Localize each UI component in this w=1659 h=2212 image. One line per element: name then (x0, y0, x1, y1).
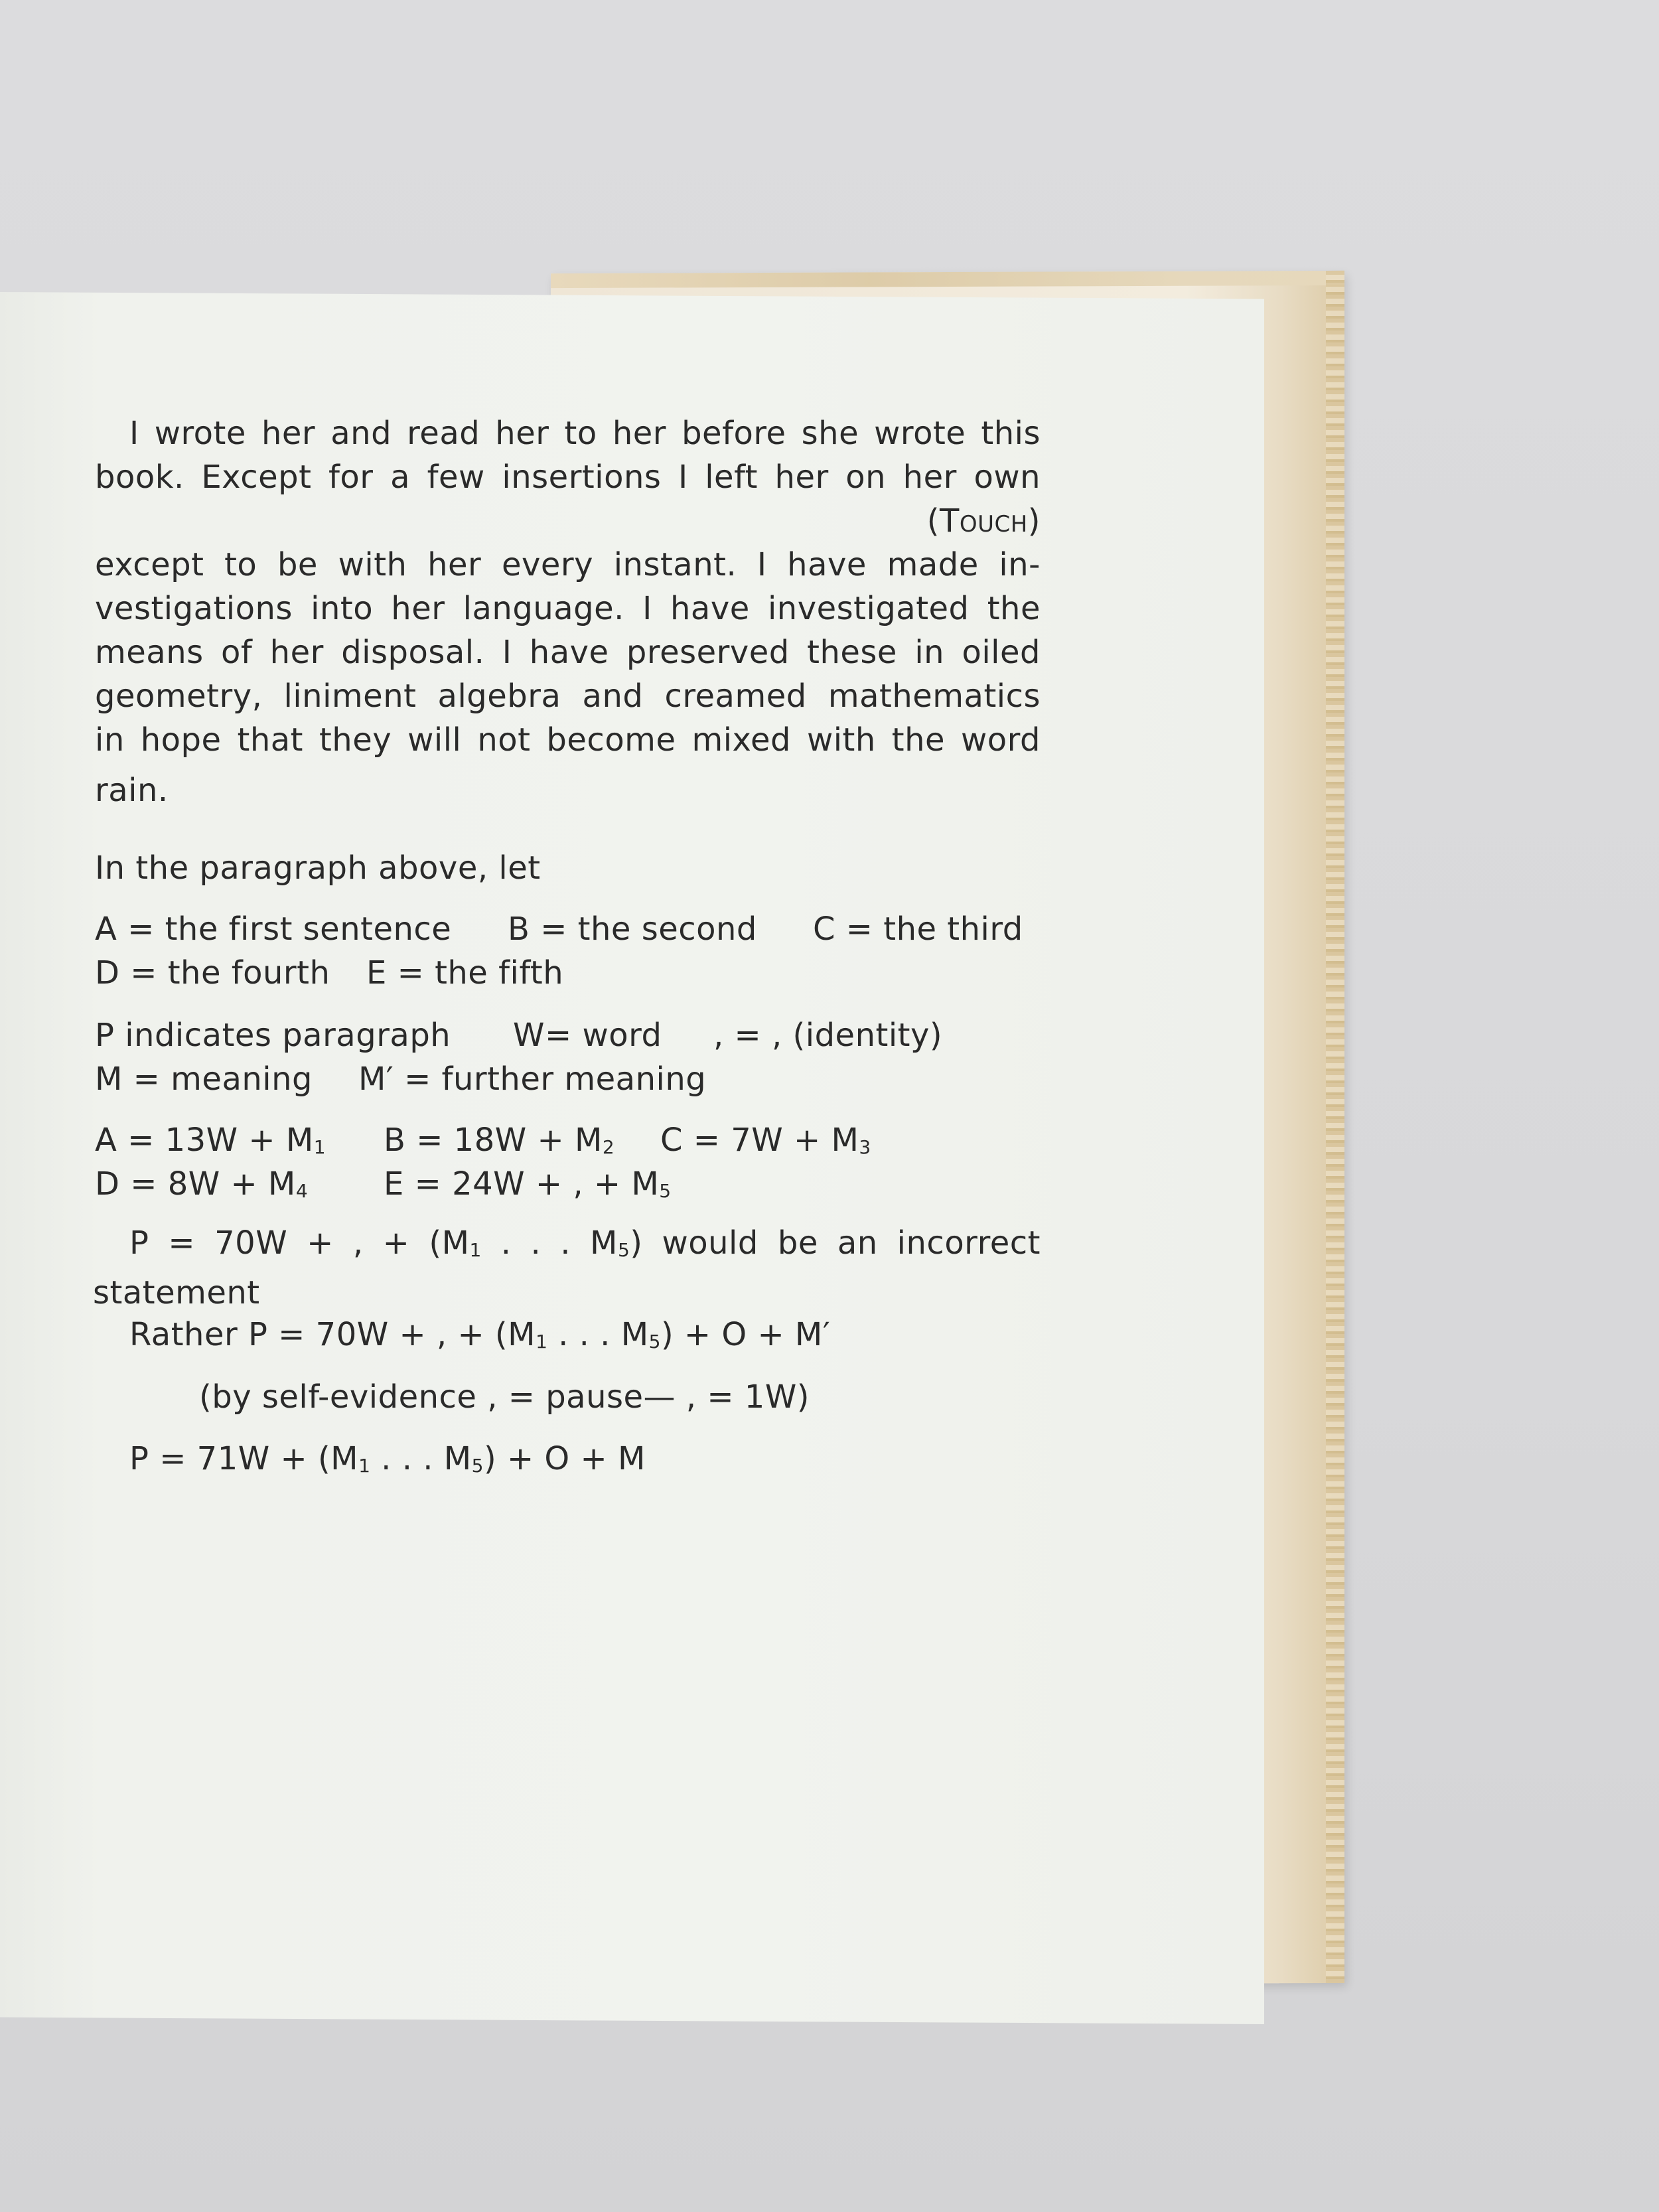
def-a: A = the first sentence (95, 911, 452, 948)
equation-b: $B = 18W + M_2$ (384, 1122, 615, 1159)
final-equation: $P = 71W + (M_1$ . . . $M_5) + O + M$ (129, 1440, 646, 1477)
para1-line-1: I wrote her and read her to her before she wrote this (129, 415, 1041, 452)
intro-line: In the paragraph above, let (95, 849, 541, 887)
def-b: B = the second (508, 911, 757, 948)
para1-touch: (Touch) (926, 502, 1041, 540)
self-evidence-line: (by self-evidence , = pause— , = 1W) (199, 1378, 810, 1416)
symbol-mprime: M′ = further meaning (358, 1061, 707, 1098)
statement-line-1: P = 70W + , + ($M_1$ . . . $M_5$) would be an incorrect (129, 1224, 1041, 1262)
symbol-m: M = meaning (95, 1061, 313, 1098)
para1-line-5: means of her disposal. I have preserved these in oiled (95, 634, 1041, 671)
cover-right-edge (1326, 271, 1344, 1983)
equation-a: $A = 13W + M_1$ (95, 1122, 326, 1159)
symbol-w: W= word (513, 1017, 662, 1054)
para1-line-8: rain. (95, 772, 169, 809)
symbol-identity: , = , (identity) (713, 1017, 943, 1054)
statement-line-2: statement (93, 1274, 260, 1311)
symbol-p: P indicates paragraph (95, 1017, 451, 1054)
cover-top-edge (551, 271, 1344, 288)
equation-d: $D = 8W + M_4$ (95, 1165, 309, 1203)
para1-line-4: vestigations into her language. I have investigated the (95, 590, 1041, 627)
para1-line-7: in hope that they will not become mixed with the word (95, 721, 1041, 759)
para1-line-3: except to be with her every instant. I have made in- (95, 546, 1041, 583)
equation-c: $C = 7W + M_3$ (660, 1122, 871, 1159)
para1-line-6: geometry, liniment algebra and creamed mathematics (95, 678, 1041, 715)
def-d: D = the fourth (95, 954, 330, 992)
rather-equation: Rather P = 70W + , + ($M_1$ . . . $M_5) + O + M'$ (129, 1316, 831, 1353)
def-c: C = the third (813, 911, 1023, 948)
para1-line-2: book. Except for a few insertions I left her on her own (95, 459, 1041, 496)
equation-e: E = 24W + , + $M_5$ (384, 1165, 672, 1203)
def-e: E = the fifth (366, 954, 564, 992)
